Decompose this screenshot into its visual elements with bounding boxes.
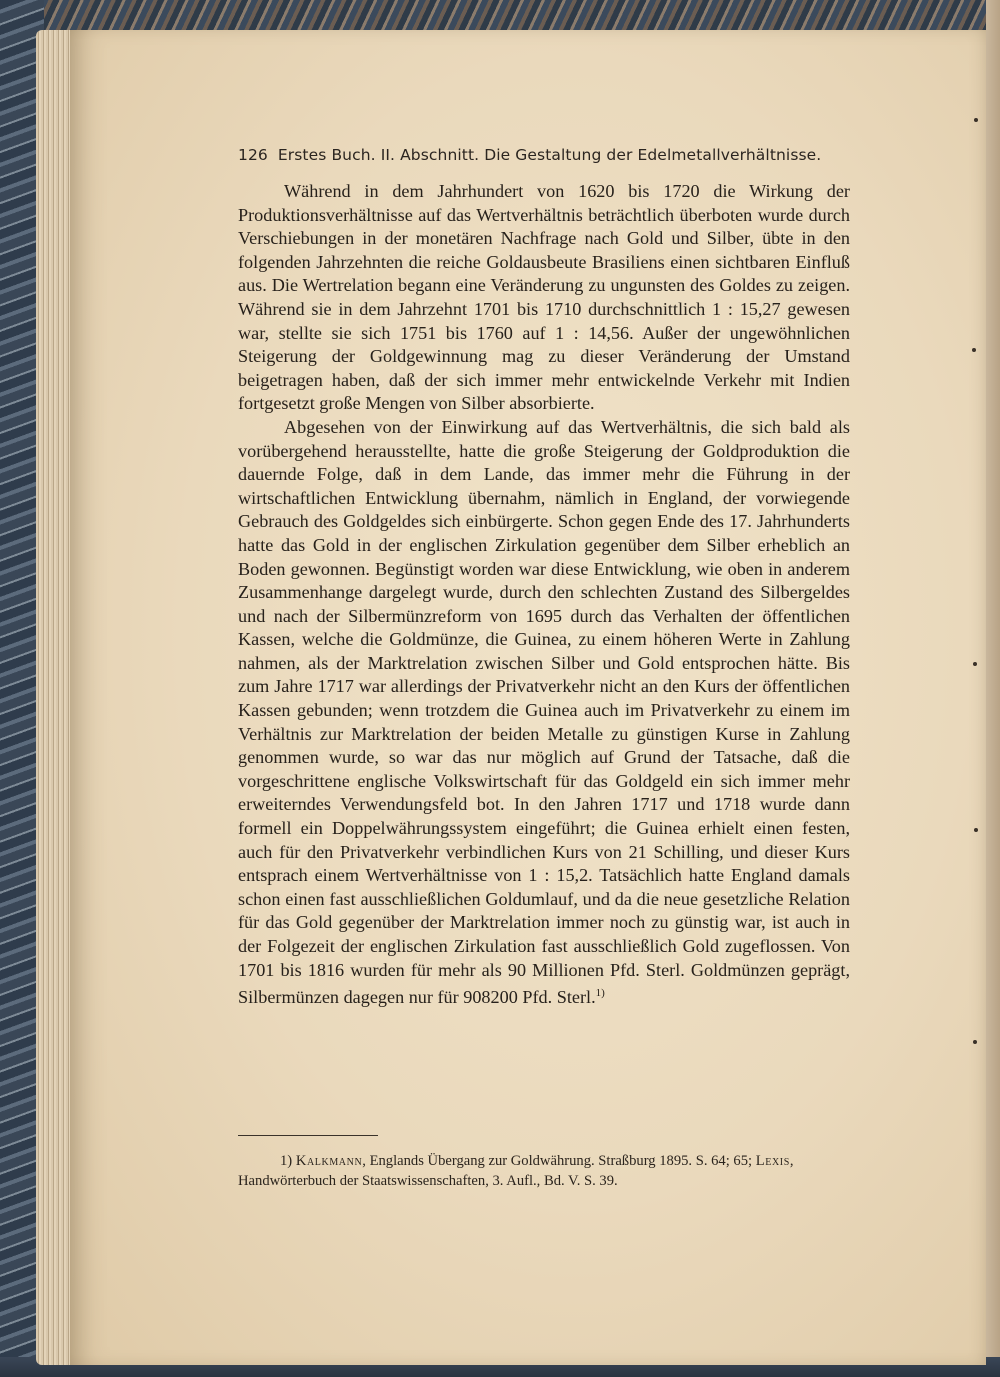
footnote-text-1: , Englands Übergang zur Goldwährung. Straßburg 1895. S. 64; 65; <box>362 1153 753 1169</box>
footnote-text-2: , Handwörterbuch der Staatswissenschaften, 3. Aufl., Bd. V. S. 39. <box>238 1153 794 1189</box>
footnote-1 <box>238 1152 850 1191</box>
paragraph-2-text: Abgesehen von der Einwirkung auf das Wertverhältnis, die sich bald als vorübergehend herausstellte, hatte die große Steigerung der Goldproduktion die dauernde Folge, daß in dem Lande, das immer mehr die Führung in der wirtschaftlichen Entwicklung übernahm, nämlich in England, der vorwiegende Gebrauch des Goldgeldes sich einbürgerte. Schon gegen Ende des 17. Jahrhunderts hatte das Gold in der englischen Zirkulation gegenüber dem Silber erheblich an Boden gewonnen. Begünstigt worden war diese Entwicklung, wie oben in anderem Zusammenhange dargelegt wurde, durch den schlechten Zustand des Silbergeldes und nach der Silbermünzreform von 1695 durch das Verhalten der öffentlichen Kassen, welche die Goldmünze, die Guinea, zu einem höheren Werte in Zahlung nahmen, als der Marktrelation zwischen Silber und Gold entsprochen hätte. Bis zum Jahre 1717 war allerdings der Privatverkehr nicht an den Kurs der öffentlichen Kassen gebunden; wenn trotzdem die Guinea auch im Privatverkehr zu einem im Verhältnis zur Marktrelation der beiden Metalle zu günstigen Kurse in Zahlung genommen wurde, so war das nur möglich auf Grund der Tatsache, daß die vorgeschrittene englische Volkswirtschaft für das Goldgeld ein sich immer mehr erweiterndes Verwendungsfeld bot. In den Jahren 1717 und 1718 wurde dann formell ein Doppelwährungssystem eingeführt; die Guinea erhielt einen festen, auch für den Privatverkehr verbindlichen Kurs von 21 Schilling, und dieser Kurs entsprach einem Wertverhältnisse von 1 : 15,2. Tatsächlich hatte England damals schon einen fast ausschließlichen Goldumlauf, und da die neue gesetzliche Relation für das Gold gegenüber der Marktrelation immer noch zu günstig war, ist auch in der Folgezeit der englischen Zirkulation fast ausschließlich Gold zugeflossen. Von 1701 bis 1816 wurden für mehr als 90 Millionen Pfd. Sterl. Goldmünzen geprägt, Silbermünzen dagegen nur für 908200 Pfd. Sterl. <box>238 416 850 1008</box>
page-number: 126 <box>238 146 268 164</box>
margin-mark <box>973 662 977 666</box>
paragraph-1: Während in dem Jahrhundert von 1620 bis 1720 die Wirkung der Produktionsverhältnisse auf das Wertverhältnis beträchtlich überboten wurde durch Verschiebungen in der monetären Nachfrage nach Gold und Silber, übte in den folgenden Jahrzehnten die reiche Goldausbeute Brasiliens einen sichtbaren Einfluß aus. Die Wertrelation begann eine Veränderung zu ungunsten des Goldes zu zeigen. Während sie in dem Jahrzehnt 1701 bis 1710 durchschnittlich 1 : 15,27 gewesen war, stellte sie sich 1751 bis 1760 auf 1 : 14,56. Außer der ungewöhnlichen Steigerung der Goldgewinnung mag zu dieser Veränderung der Umstand beigetragen haben, daß der sich immer mehr entwickelnde Verkehr mit Indien fortgesetzt große Mengen von Silber absorbierte. <box>238 181 850 414</box>
cover-right-edge <box>986 0 1000 1377</box>
margin-mark <box>974 828 978 832</box>
footnote-rule <box>238 1135 378 1136</box>
footnote-author-1: Kalkmann <box>295 1153 363 1169</box>
footnote-marker: 1) <box>280 1153 293 1169</box>
footnotes <box>238 1152 850 1191</box>
running-title: Erstes Buch. II. Abschnitt. Die Gestaltung der Edelmetallverhältnisse. <box>277 146 822 164</box>
footnote-author-2: Lexis <box>755 1153 790 1169</box>
margin-mark <box>973 1040 977 1044</box>
footnote-reference: 1) <box>595 987 605 1000</box>
main-text <box>238 180 850 1010</box>
margin-mark <box>974 118 978 122</box>
running-head <box>238 146 838 164</box>
margin-mark <box>972 348 976 352</box>
paragraph-2 <box>238 416 850 1010</box>
